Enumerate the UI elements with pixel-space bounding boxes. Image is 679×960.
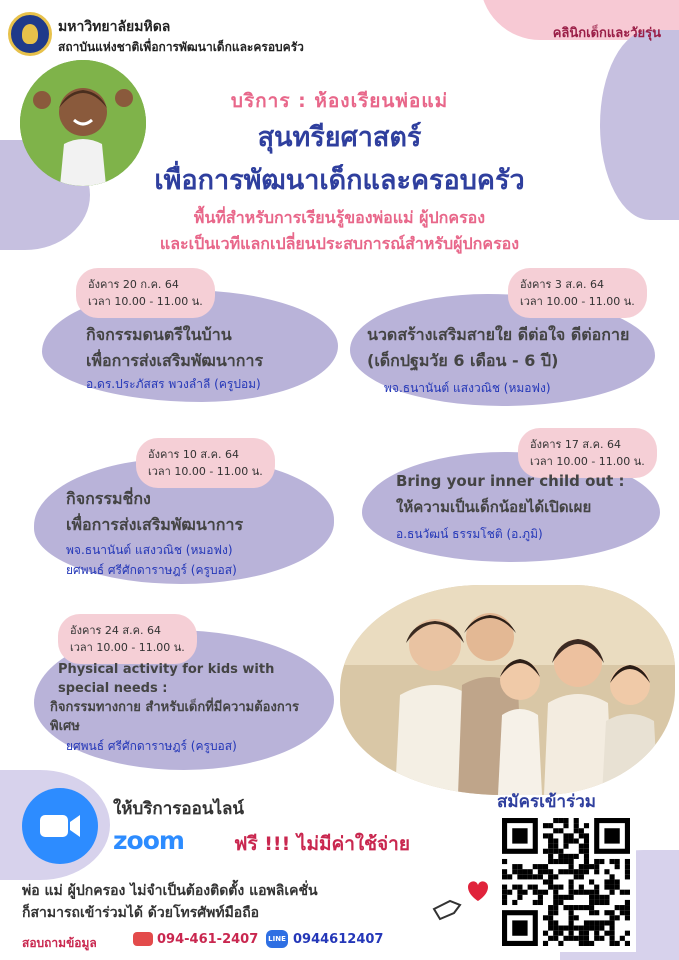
family-photo: [340, 585, 675, 795]
online-note-line1: พ่อ แม่ ผู้ปกครอง ไม่จำเป็นต้องติดตั้ง แอพลิเคชั่น: [22, 883, 318, 899]
zoom-wordmark: zoom: [113, 826, 184, 855]
session-date: [136, 438, 275, 488]
session-time: เวลา 10.00 - 11.00 น.: [148, 465, 263, 478]
org-name: มหาวิทยาลัยมหิดล: [58, 19, 171, 35]
phone-icon: [133, 932, 153, 946]
session-time: เวลา 10.00 - 11.00 น.: [88, 295, 203, 308]
session-day: อังคาร 10 ส.ค. 64: [148, 448, 239, 461]
session-day: อังคาร 20 ก.ค. 64: [88, 278, 179, 291]
mahidol-logo: [8, 12, 52, 56]
session-time: เวลา 10.00 - 11.00 น.: [520, 295, 635, 308]
main-title-line2: เพื่อการพัฒนาเด็กและครอบครัว: [154, 165, 525, 196]
register-label: สมัครเข้าร่วม: [497, 792, 596, 812]
service-line: บริการ : ห้องเรียนพ่อแม่: [230, 90, 449, 112]
session-title: Bring your inner child out : ให้ความเป็นเด็กน้อยได้เปิดเผย: [396, 472, 625, 516]
session-title: กิจกรรมชี่กง เพื่อการส่งเสริมพัฒนาการ: [66, 489, 244, 534]
session-day: อังคาร 24 ส.ค. 64: [70, 624, 161, 637]
clinic-name: คลินิกเด็กและวัยรุ่น: [552, 26, 661, 41]
session-date: [508, 268, 647, 318]
phone-number[interactable]: 094-461-2407: [157, 932, 259, 947]
online-label: ให้บริการออนไลน์: [113, 799, 245, 819]
session-speaker: พจ.ธนานันต์ แสงวณิช (หมอฟง): [384, 381, 551, 395]
session-title: Physical activity for kids with special needs : กิจกรรมทางกาย สำหรับเด็กที่มีความต้องการ พิเศษ: [50, 662, 299, 734]
session-speaker: พจ.ธนานันต์ แสงวณิช (หมอฟง) ยศพนธ์ ศรีศักดาราษฎร์ (ครูบอส): [66, 543, 237, 577]
subtitle-line2: และเป็นเวทีแลกเปลี่ยนประสบการณ์สำหรับผู้ปกครอง: [159, 234, 520, 253]
subtitle-line1: พื้นที่สำหรับการเรียนรู้ของพ่อแม่ ผู้ปกครอง: [193, 208, 486, 227]
main-title-line1: สุนทรียศาสตร์: [257, 122, 422, 153]
session-speaker: อ.ธนวัฒน์ ธรรมโชติ (อ.ภูมิ): [396, 527, 543, 541]
session-date: [58, 614, 197, 664]
session-title: กิจกรรมดนตรีในบ้าน เพื่อการส่งเสริมพัฒนาการ: [86, 325, 264, 370]
session-day: อังคาร 3 ส.ค. 64: [520, 278, 604, 291]
session-date: [76, 268, 215, 318]
session-day: อังคาร 17 ส.ค. 64: [530, 438, 621, 451]
zoom-camera-icon: [22, 788, 98, 864]
online-note-line2: ก็สามารถเข้าร่วมได้ ด้วยโทรศัพท์มือถือ: [22, 905, 260, 921]
contact-label: สอบถามข้อมูล: [22, 936, 97, 950]
session-title: นวดสร้างเสริมสายใย ดีต่อใจ ดีต่อกาย (เด็กปฐมวัย 6 เดือน - 6 ปี): [367, 325, 630, 370]
session-time: เวลา 10.00 - 11.00 น.: [530, 455, 645, 468]
qr-code[interactable]: [496, 812, 636, 952]
hand-heart-icon: [432, 875, 490, 923]
session-speaker: ยศพนธ์ ศรีศักดาราษฎร์ (ครูบอส): [66, 739, 237, 753]
free-label: ฟรี !!! ไม่มีค่าใช้จ่าย: [234, 833, 410, 855]
line-icon: LINE: [266, 930, 288, 948]
session-speaker: อ.ดร.ประภัสสร พวงลำลี (ครูปอม): [86, 377, 261, 391]
line-id[interactable]: 0944612407: [293, 932, 384, 947]
session-time: เวลา 10.00 - 11.00 น.: [70, 641, 185, 654]
institute-name: สถาบันแห่งชาติเพื่อการพัฒนาเด็กและครอบครัว: [58, 40, 304, 54]
